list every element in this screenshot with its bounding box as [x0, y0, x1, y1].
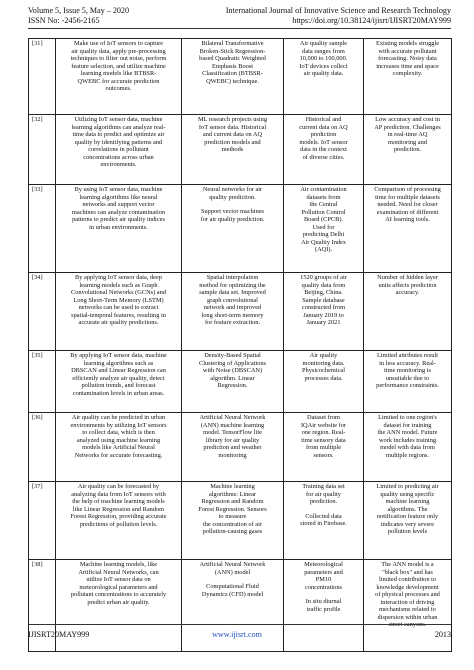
cell-text-line: sensors.: [313, 451, 334, 459]
cell-text-line: pollution-causing gases: [202, 528, 263, 536]
cell-text-line: patterns to predict air quality indices: [72, 216, 165, 224]
cell-text-line: parameters and: [304, 568, 343, 576]
cell-text-line: Regression and Random: [201, 498, 264, 506]
ref-number: [37]: [29, 482, 56, 560]
method-description: [56, 482, 182, 560]
cell-text-line: (ANN) model: [214, 568, 251, 576]
cell-text-line: Limited to one region's: [378, 414, 437, 421]
cell-text-line: analyzed using machine learning: [76, 436, 161, 444]
technique-cell: [182, 185, 284, 273]
cell-text-line: IoT sensor data. Historical: [198, 123, 267, 131]
cell-text-line: Number of hidden layer: [377, 274, 438, 281]
dataset-cell: [284, 39, 364, 115]
cell-text-line: the concentration of air: [202, 520, 262, 528]
cell-text-line: Artificial Neural Networks, can: [78, 568, 159, 576]
cell-text-line: January 2021: [306, 319, 341, 327]
paper-code: IJISRT20MAY999: [28, 630, 90, 639]
cell-text-line: sample data set. Improved: [199, 289, 266, 297]
cell-text-line: meteorological parameters and: [79, 583, 158, 591]
cell-text-line: Air quality can be forecasted by: [77, 483, 160, 490]
cell-text-line: Low accuracy and cost in: [375, 116, 440, 123]
cell-text-line: concentrations across urban: [83, 153, 154, 161]
cell-text-line: By using IoT sensor data, machine: [74, 186, 163, 193]
cell-text-line: ML research projects using: [198, 116, 267, 123]
cell-text-line: traffic profile: [306, 605, 341, 613]
cell-text-line: knowledge development: [376, 583, 439, 591]
cell-text-line: Training data set: [302, 483, 345, 490]
cell-text-line: Convolutional Networks (GCNs) and: [71, 289, 166, 297]
cell-text-line: [286, 506, 361, 513]
limitation-cell: [364, 273, 452, 351]
cell-text-line: pollutant concentrations to accurately: [70, 591, 167, 599]
cell-text-line: one region. Real-: [301, 429, 346, 437]
cell-text-line: correlations in pollutant: [88, 146, 149, 154]
header-divider: [28, 28, 451, 29]
cell-text-line: Physicochemical: [302, 367, 345, 375]
cell-text-line: environments by utilizing IoT sensors: [70, 421, 167, 429]
cell-text-line: algorithms. The: [387, 505, 428, 513]
cell-text-line: [184, 576, 281, 583]
cell-text-line: January 2019 to: [303, 311, 344, 319]
cell-text-line: in real-time AQ: [387, 131, 428, 139]
ref-number: [34]: [29, 273, 56, 351]
cell-text-line: DBSCAN and Linear Regression can: [71, 367, 166, 375]
ref-number: [38]: [29, 560, 56, 652]
limitation-cell: [364, 39, 452, 115]
cell-text-line: current data on AQ: [299, 123, 348, 131]
cell-text-line: concentrations: [305, 583, 342, 591]
cell-text-line: Long Short-Term Memory (LSTM): [73, 296, 164, 304]
cell-text-line: Spatial interpolation: [206, 274, 259, 281]
limitation-cell: [364, 482, 452, 560]
cell-text-line: algorithm. Linear: [210, 374, 255, 382]
dataset-cell: [284, 185, 364, 273]
footer-website: [0, 630, 474, 640]
cell-text-line: models. IoT sensor: [299, 138, 348, 146]
table-row: [29, 482, 452, 560]
issn-info: ISSN No: -2456-2165: [28, 16, 100, 25]
cell-text-line: monitoring: [218, 451, 247, 459]
cell-text-line: feature selection, and utilize machine: [71, 62, 166, 70]
cell-text-line: Limited to predicting air: [376, 483, 439, 490]
cell-text-line: model. TensorFlow lite: [203, 429, 262, 437]
cell-text-line: of physical processes and: [375, 591, 440, 599]
cell-text-line: Board (CPCB).: [303, 216, 344, 224]
cell-text-line: accuracy.: [395, 289, 420, 297]
limitation-cell: [364, 185, 452, 273]
page-number: 2013: [434, 630, 451, 639]
cell-text-line: indicates very severe: [380, 520, 435, 528]
cell-text-line: constructed from: [301, 304, 346, 312]
cell-text-line: network and improved: [203, 304, 262, 312]
cell-text-line: complexity.: [392, 70, 423, 78]
cell-text-line: air quality data, apply pre-processing: [71, 47, 166, 55]
header-right: [226, 6, 451, 26]
cell-text-line: efficiently analyze air quality, detect: [72, 374, 165, 382]
cell-text-line: outcomes.: [105, 85, 132, 93]
method-description: [56, 185, 182, 273]
ref-number: [35]: [29, 351, 56, 413]
header-left: [28, 6, 129, 26]
cell-text-line: time monitoring is: [384, 367, 431, 375]
cell-text-line: dataset for training: [383, 421, 432, 429]
technique-cell: [182, 482, 284, 560]
cell-text-line: analyzing data from IoT sensors with: [71, 490, 166, 498]
limitation-cell: [364, 351, 452, 413]
cell-text-line: quality using specific: [380, 490, 435, 498]
cell-text-line: By applying IoT sensor data, machine: [70, 352, 167, 359]
cell-text-line: predictions of pollution levels.: [79, 520, 158, 528]
cell-text-line: Regression.: [217, 382, 248, 390]
cell-text-line: examination of different: [376, 208, 439, 216]
cell-text-line: with accurate pollutant: [378, 47, 437, 55]
limitation-cell: [364, 413, 452, 482]
cell-text-line: AP prediction. Challenges: [374, 123, 441, 131]
cell-text-line: Pollution Control: [301, 208, 346, 216]
ref-number: [31]: [29, 39, 56, 115]
cell-text-line: interaction of driving: [380, 598, 435, 606]
cell-text-line: learning models like BTBSR-: [80, 70, 157, 78]
cell-text-line: Machine learning: [210, 483, 255, 490]
table-row: [29, 39, 452, 115]
cell-text-line: Used for: [312, 223, 335, 231]
cell-text-line: time for multiple datasets: [375, 193, 440, 201]
cell-text-line: Air Quality Index: [300, 238, 347, 246]
cell-text-line: prediction and weather: [203, 444, 262, 452]
cell-text-line: Dynamics (CFD) model: [201, 590, 264, 598]
cell-text-line: Sample database: [302, 296, 345, 304]
cell-text-line: increases time and space: [376, 62, 439, 70]
cell-text-line: PM10: [315, 576, 332, 584]
cell-text-line: Density-Based Spatial: [204, 352, 261, 359]
cell-text-line: to collect data, which is then: [82, 429, 155, 437]
cell-text-line: 10,000 to 100,000.: [299, 55, 348, 63]
cell-text-line: accurate air quality predictions.: [78, 319, 159, 327]
literature-table: [28, 38, 452, 652]
cell-text-line: 1520 groups of air: [300, 274, 347, 281]
cell-text-line: Support vector machines: [200, 208, 265, 216]
ref-number: [33]: [29, 185, 56, 273]
cell-text-line: needed. Need for closer: [377, 201, 438, 209]
cell-text-line: pollution levels: [387, 528, 428, 536]
cell-text-line: method for optimizing the: [199, 281, 266, 289]
cell-text-line: data in the context: [300, 146, 347, 154]
method-description: [56, 273, 182, 351]
cell-text-line: like Linear Regression and Random: [72, 505, 165, 513]
dataset-cell: [284, 413, 364, 482]
dataset-cell: [284, 115, 364, 185]
cell-text-line: Artificial Neural Network: [199, 561, 266, 568]
cell-text-line: forecasting. Noisy data: [378, 55, 437, 63]
cell-text-line: "black box" and has: [382, 568, 433, 576]
cell-text-line: machine learning: [385, 498, 430, 506]
cell-text-line: quality prediction.: [209, 193, 256, 201]
cell-text-line: Classification (BTBSR-: [202, 70, 263, 78]
cell-text-line: models like Artificial Neural: [82, 444, 155, 452]
cell-text-line: (AQI).: [314, 246, 333, 254]
cell-text-line: in urban environments.: [89, 223, 148, 231]
cell-text-line: of diverse cities.: [302, 153, 345, 161]
journal-name: International Journal of Innovative Science and Research Technology: [225, 6, 451, 15]
cell-text-line: machines can analyze contamination: [71, 208, 166, 216]
cell-text-line: spatial-temporal features, resulting in: [71, 311, 166, 319]
cell-text-line: Beijing, China.: [304, 289, 343, 297]
cell-text-line: Make use of IoT sensors to capture: [73, 40, 164, 47]
cell-text-line: time data to predict and optimize air: [72, 131, 165, 139]
doi-link[interactable]: https://doi.org/10.38124/ijisrt/IJISRT20MAY999: [292, 16, 451, 25]
cell-text-line: long short-term memory: [201, 311, 264, 319]
limitation-cell: [364, 115, 452, 185]
technique-cell: [182, 115, 284, 185]
website-link[interactable]: www.ijisrt.com: [212, 630, 262, 639]
cell-text-line: learning algorithms can analyze real-: [71, 123, 166, 131]
cell-text-line: By applying IoT sensor data, deep: [75, 274, 162, 281]
cell-text-line: air quality data.: [303, 70, 344, 78]
cell-text-line: Utilizing IoT sensor data, machine: [74, 116, 163, 123]
cell-text-line: processes data.: [304, 374, 343, 382]
cell-text-line: the ANN model. Future: [377, 429, 438, 437]
cell-text-line: networks and support vector: [82, 201, 155, 209]
method-description: [56, 39, 182, 115]
cell-text-line: environments.: [100, 161, 137, 169]
cell-text-line: prediction: [310, 131, 337, 139]
cell-text-line: graph convolutional: [207, 296, 258, 304]
cell-text-line: Limited attributes result: [377, 352, 438, 359]
cell-text-line: learning algorithms like neural: [79, 193, 158, 201]
cell-text-line: (ANN) machine learning: [200, 421, 265, 429]
cell-text-line: predict urban air quality.: [87, 598, 150, 606]
dataset-cell: [284, 482, 364, 560]
cell-text-line: with Noise (DBSCAN): [202, 367, 263, 375]
cell-text-line: Collected data: [305, 512, 342, 520]
cell-text-line: monitoring data.: [302, 359, 345, 367]
ref-number: [36]: [29, 413, 56, 482]
cell-text-line: [286, 591, 361, 598]
cell-text-line: for feature extraction.: [204, 319, 261, 327]
technique-cell: [182, 413, 284, 482]
cell-text-line: AI learning tools.: [385, 216, 430, 224]
cell-text-line: dispersion within urban: [377, 613, 438, 621]
table-row: [29, 351, 452, 413]
cell-text-line: Meteorological: [304, 561, 343, 568]
cell-text-line: Dataset from: [307, 414, 340, 421]
cell-text-line: algorithms: Linear: [208, 490, 257, 498]
cell-text-line: stored in Firebase.: [300, 520, 347, 528]
cell-text-line: street canyons.: [388, 621, 427, 629]
method-description: [56, 413, 182, 482]
cell-text-line: Machine learning models, like: [79, 561, 158, 568]
cell-text-line: prediction.: [393, 146, 422, 154]
method-description: [56, 115, 182, 185]
cell-text-line: for air quality: [306, 490, 341, 498]
cell-text-line: learning models such as Graph: [79, 281, 158, 289]
cell-text-line: to measure: [218, 513, 247, 521]
cell-text-line: for air quality prediction.: [200, 215, 265, 223]
cell-text-line: IQAir website for: [300, 421, 347, 429]
cell-text-line: Neural networks for air: [202, 186, 263, 193]
cell-text-line: monitoring and: [388, 138, 427, 146]
cell-text-line: quality by identifying patterns and: [74, 138, 163, 146]
cell-text-line: the Central: [309, 201, 338, 209]
cell-text-line: data ranges from: [302, 47, 345, 55]
cell-text-line: methods: [221, 146, 244, 154]
cell-text-line: based Quadratic Weighted: [199, 55, 266, 63]
cell-text-line: predicting Delhi: [302, 231, 345, 239]
method-description: [56, 351, 182, 413]
cell-text-line: mechanisms related to: [379, 606, 436, 614]
cell-text-line: library for air quality: [205, 436, 260, 444]
cell-text-line: prediction models and: [204, 138, 261, 146]
cell-text-line: Networks for accurate forecasting.: [74, 451, 163, 459]
cell-text-line: prediction.: [309, 498, 338, 506]
cell-text-line: Forest Regression, providing accurate: [70, 513, 167, 521]
cell-text-line: work includes training: [378, 436, 437, 444]
dataset-cell: [284, 351, 364, 413]
cell-text-line: limited contribution to: [378, 576, 437, 584]
cell-text-line: unsuitable due to: [385, 374, 430, 382]
cell-text-line: [184, 201, 281, 208]
cell-text-line: Historical and: [305, 116, 342, 123]
cell-text-line: Comparison of processing: [374, 186, 441, 193]
cell-text-line: Artificial Neural Network: [199, 414, 266, 421]
table-row: [29, 413, 452, 482]
cell-text-line: The ANN model is a: [381, 561, 434, 568]
cell-text-line: IoT devices collect: [299, 62, 348, 70]
technique-cell: [182, 351, 284, 413]
cell-text-line: QWEBC for accurate prediction: [77, 77, 160, 85]
cell-text-line: the help of machine learning models: [72, 498, 165, 506]
cell-text-line: Air contamination: [300, 186, 347, 193]
cell-text-line: in less accuracy. Real-: [379, 359, 436, 367]
cell-text-line: contamination levels in urban areas.: [72, 389, 165, 397]
cell-text-line: multiple regions.: [386, 451, 429, 459]
cell-text-line: and current data on AQ: [202, 131, 263, 139]
technique-cell: [182, 273, 284, 351]
cell-text-line: from multiple: [305, 444, 342, 452]
cell-text-line: techniques to filter out noise, perform: [70, 55, 167, 63]
footer-divider: [28, 624, 451, 625]
table-row: [29, 115, 452, 185]
cell-text-line: Emphasis Boost: [211, 62, 254, 70]
cell-text-line: datasets from: [306, 193, 341, 201]
cell-text-line: Existing models struggle: [375, 40, 440, 47]
cell-text-line: model with data from: [380, 444, 435, 452]
cell-text-line: Air quality sample: [299, 40, 348, 47]
cell-text-line: Air quality: [309, 352, 338, 359]
cell-text-line: Bilateral Transformative: [201, 40, 264, 47]
technique-cell: [182, 39, 284, 115]
table-row: [29, 185, 452, 273]
cell-text-line: notification feature only: [376, 513, 439, 521]
cell-text-line: Broken-Stick Regression-: [199, 47, 266, 55]
cell-text-line: units affects prediction: [378, 281, 437, 289]
cell-text-line: Clustering of Applications: [199, 359, 266, 367]
cell-text-line: Air quality can be predicted in urban: [71, 414, 166, 421]
table-row: [29, 273, 452, 351]
cell-text-line: utilize IoT sensor data on: [86, 576, 151, 584]
cell-text-line: In situ diurnal: [305, 598, 342, 606]
cell-text-line: Computational Fluid: [206, 583, 259, 591]
cell-text-line: learning algorithms such as: [83, 359, 154, 367]
cell-text-line: performance constraints.: [376, 382, 439, 390]
cell-text-line: pollution trends, and forecast: [81, 382, 156, 390]
cell-text-line: QWEBC) technique.: [206, 77, 259, 85]
cell-text-line: time sensory data: [301, 436, 346, 444]
cell-text-line: Forest Regression. Sensors: [198, 505, 267, 513]
ref-number: [32]: [29, 115, 56, 185]
cell-text-line: networks can be used to extract: [78, 304, 159, 312]
cell-text-line: quality data from: [301, 281, 346, 289]
volume-info: Volume 5, Issue 5, May – 2020: [28, 6, 130, 15]
dataset-cell: [284, 273, 364, 351]
